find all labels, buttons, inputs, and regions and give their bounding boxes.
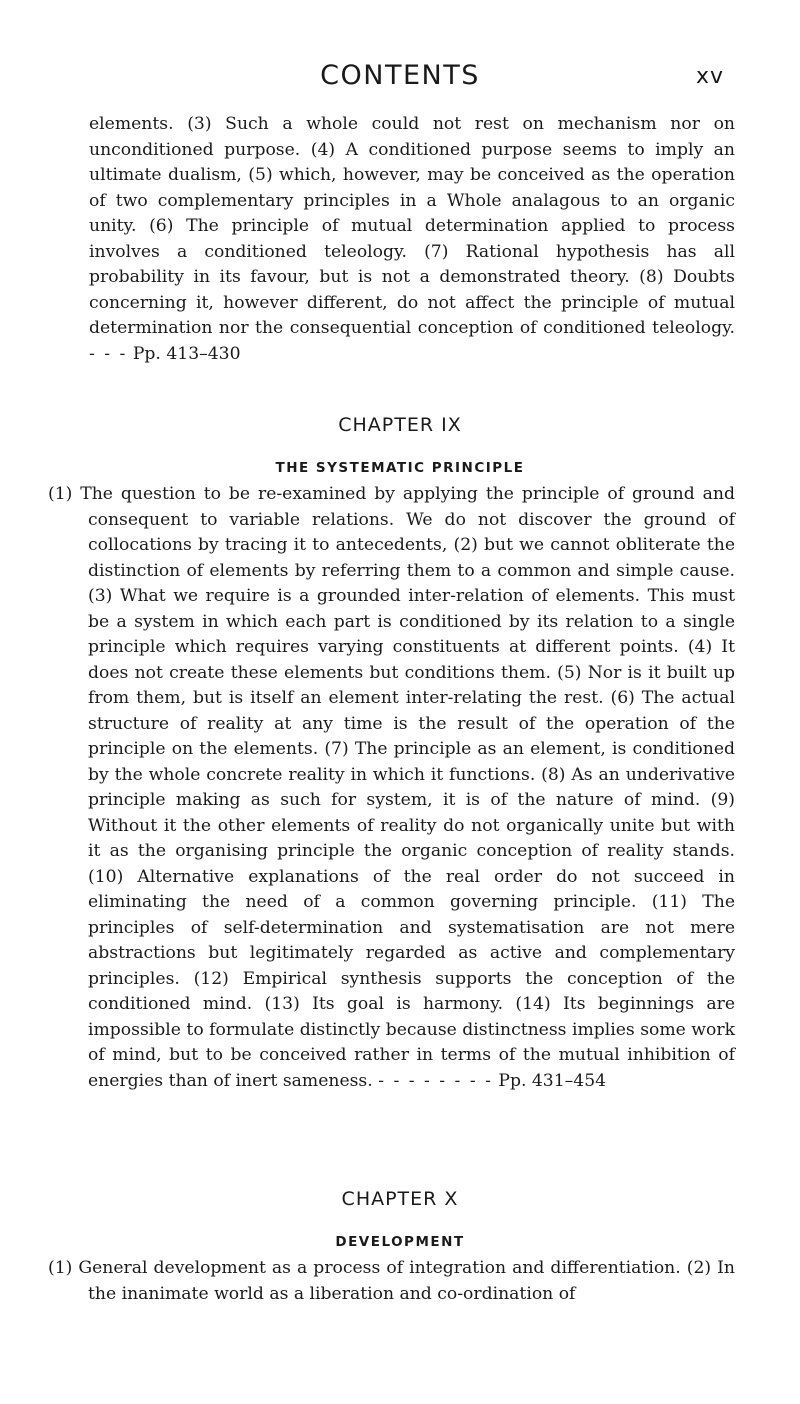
continuation-text: elements. (3) Such a whole could not rest on mechanism nor on unconditioned purpose. (4) A conditioned purpose seems to imply an ultimate dualism, (5) which, however, may be conceived as the operation of two complementary principles in a Whole analagous to an organic unity. (6) The principle of mutual determination applied to process involves a conditioned teleology. (7) Rational hypothesis has all probability in its favour, but is not a demonstrated theory. (8) Doubts concerning it, however different, do not affect the principle of mutual determination nor the consequential conception of conditioned teleology. (89, 114, 735, 338)
page-range: Pp. 431–454 (498, 1070, 607, 1091)
running-title: CONTENTS (320, 60, 480, 91)
chapter-summary-text: (1) General development as a process of integration and differentiation. (2) In the inanimate world as a liberation and co-ordination of (48, 1258, 735, 1304)
leader-dashes: - - - (89, 343, 128, 364)
chapter-summary (48, 1256, 735, 1307)
chapter-heading: CHAPTER X (341, 1188, 459, 1210)
chapter-heading: CHAPTER IX (338, 414, 462, 436)
chapter-summary-text: (1) The question to be re-examined by applying the principle of ground and consequent to variable relations. We do not discover the ground of collocations by tracing it to antecedents, (2) but we cannot obliterate the distinction of elements by referring them to a common and simple cause. (3) What we require is a grounded inter-relation of elements. This must be a system in which each part is conditioned by its relation to a single principle which requires varying constituents at different points. (4) It does not create these elements but conditions them. (5) Nor is it built up from them, but is itself an element inter-relating the rest. (6) The actual structure of reality at any time is the result of the operation of the principle on the elements. (7) The principle as an element, is conditioned by the whole concrete reality in which it functions. (8) As an underivative principle making as such for system, it is of the nature of mind. (9) Without it the other elements of reality do not organically unite but with it as the organising principle the organic conception of reality stands. (10) Alternative explanations of the real order do not succeed in eliminating the need of a common governing principle. (11) The principles of self-determination and systematisation are not mere abstractions but legitimately regarded as active and complementary principles. (12) Empirical synthesis supports the conception of the conditioned mind. (13) Its goal is harmony. (14) Its beginnings are impossible to formulate distinctly because distinctness implies some work of mind, but to be conceived rather in terms of the mutual inhibition of energies than of inert sameness. (48, 484, 735, 1091)
running-head (0, 54, 800, 94)
chapter-summary (48, 482, 735, 1094)
chapter-title: THE SYSTEMATIC PRINCIPLE (275, 460, 525, 476)
page-range: Pp. 413–430 (132, 343, 241, 364)
continuation-summary (89, 112, 735, 367)
page-number: xv (695, 64, 724, 89)
chapter-title: DEVELOPMENT (335, 1234, 465, 1250)
leader-dashes: - - - - - - - - (378, 1070, 493, 1091)
